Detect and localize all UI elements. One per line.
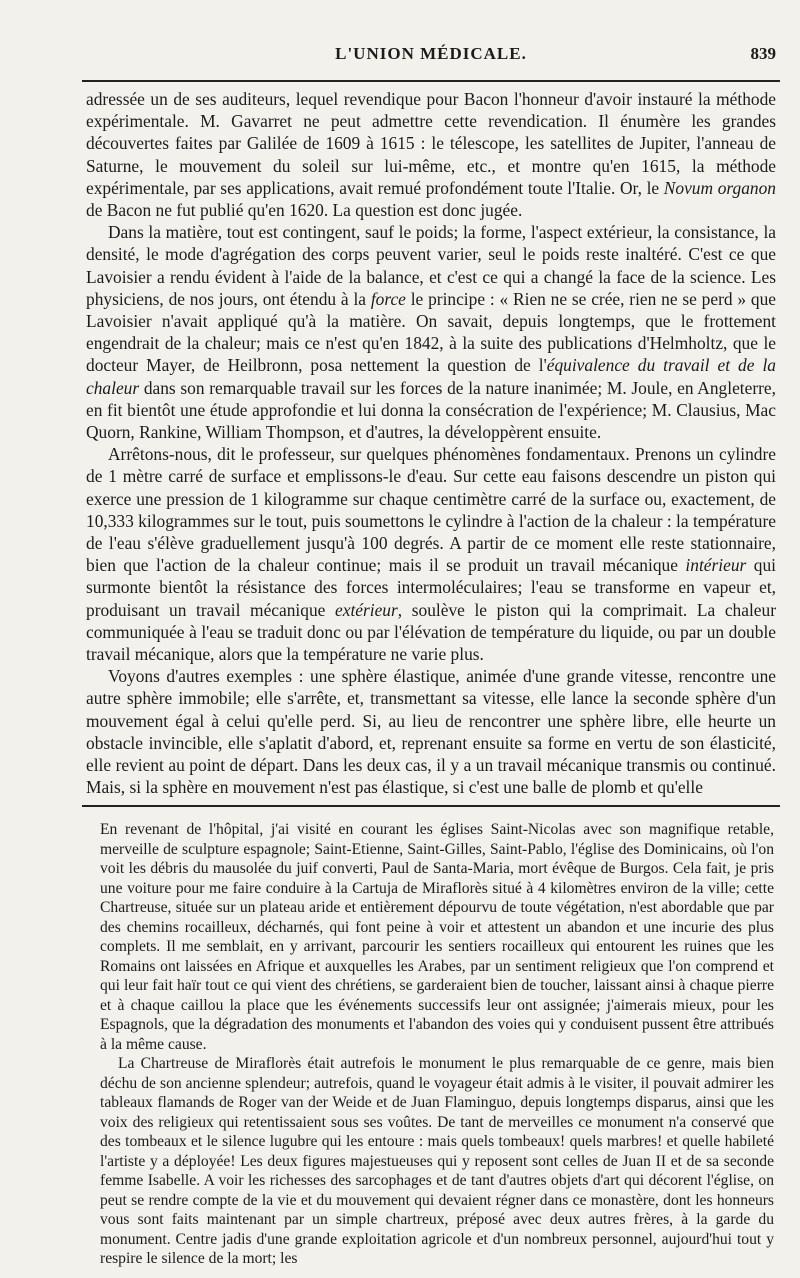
feuilleton-text: [100, 820, 774, 1269]
paragraph: Voyons d'autres exemples : une sphère élastique, animée d'une grande vitesse, rencontre une autre sphère immobile; elle s'arrête, et, transmettant sa vitesse, elle lance la seconde sphère d'un mouvement égal à celui qu'elle perd. Si, au lieu de rencontrer une sphère libre, elle heurte un obstacle invincible, elle s'aplatit d'abord, et, reprenant ensuite sa forme en vertu de son élasticité, elle revient au point de départ. Dans les deux cas, il y a un travail mécanique transmis ou continué. Mais, si la sphère en mouvement n'est pas élastique, si c'est une balle de plomb et qu'elle: [86, 666, 776, 798]
running-title: L'UNION MÉDICALE.: [335, 44, 527, 63]
page-header: [82, 44, 780, 70]
paragraph: En revenant de l'hôpital, j'ai visité en courant les églises Saint-Nicolas avec son magnifique retable, merveille de sculpture espagnole; Saint-Etienne, Saint-Gilles, Saint-Pablo, l'église des Dominicains, où l'on voit les débris du mausolée du juif converti, Paul de Santa-Maria, mort évêque de Burgos. Cela fait, je pris une voiture pour me faire conduire à la Cartuja de Miraflorès situé à 4 kilomètres environ de la ville; cette Chartreuse, située sur un plateau aride et entièrement dépourvu de toute végétation, n'est abordable que par des chemins rocailleux, décharnés, qui font peine à voir et attestent un abandon et une incurie des plus complets. Il me semblait, en y arrivant, parcourir les sentiers rocailleux qui entourent les ruines que les Romains ont laissées en Afrique et auxquelles les Arabes, par un sentiment religieux que l'on comprend et qui leur fait haïr tout ce qui vient des chrétiens, se garderaient bien de toucher, laissant ainsi à chaque pierre et à chaque caillou la place que les événements successifs leur ont assignée; j'aimerais mieux, pour les Espagnols, que la dégradation des monuments et l'abandon des voies qui y conduisent pussent être attribués à la même cause.: [100, 821, 774, 1053]
main-text: [86, 88, 776, 799]
paragraph: La Chartreuse de Miraflorès était autrefois le monument le plus remarquable de ce genre, mais bien déchu de son ancienne splendeur; autrefois, quand le voyageur était admis à le visiter, il pouvait admirer les tableaux flamands de Roger van der Weide et de Juan Flaminguo, depuis longtemps disparus, ainsi que les voix des religieux qui retentissaient sous ses voûtes. De tant de merveilles ce monument n'a conservé que des tombeaux et le silence lugubre qui les entoure : mais quels tombeaux! quels marbres! et quelle habileté l'artiste y a déployée! Les deux figures majestueuses qui y reposent sont celles de Juan II et de sa seconde femme Isabelle. A voir les richesses des sarcophages et de tant d'autres objets d'art qui décorent l'église, on peut se rendre compte de la vie et du mouvement qui devaient régner dans ce monastère, dont les honneurs vous sont faits maintenant par un simple chartreux, préposé avec deux autres frères, à la garde du monument. Centre jadis d'une grande exploitation agricole et d'un nombreux personnel, aujourd'hui tout y respire le silence de la mort; les: [100, 1055, 774, 1267]
feuilleton-rule: [82, 805, 780, 807]
paragraph: Arrêtons-nous, dit le professeur, sur quelques phénomènes fondamentaux. Prenons un cylindre de 1 mètre carré de surface et emplissons-le d'eau. Sur cette eau faisons descendre un piston qui exerce une pression de 1 kilogramme sur chaque centimètre carré de la surface ou, exactement, de 10,333 kilogrammes sur le tout, puis soumettons le cylindre à l'action de la chaleur : la température de l'eau s'élève graduellement jusqu'à 100 degrés. A partir de ce moment elle reste stationnaire, bien que l'action de la chaleur continue; mais il se produit un travail mécanique intérieur qui surmonte bientôt la résistance des forces intermoléculaires; l'eau se transforme en vapeur et, produisant un travail mécanique extérieur, soulève le piston qui la comprimait. La chaleur communiquée à l'eau se traduit donc ou par l'élévation de température du liquide, ou par un double travail mécanique, alors que la température ne varie plus.: [86, 444, 776, 665]
book-title: Novum organon: [663, 177, 776, 198]
paragraph: Dans la matière, tout est contingent, sauf le poids; la forme, l'aspect extérieur, la consistance, la densité, le mode d'agrégation des corps peuvent varier, seul le poids reste inaltéré. C'est ce que Lavoisier a rendu évident à l'aide de la balance, et c'est ce qui a changé la face de la science. Les physiciens, de nos jours, ont étendu à la force le principe : « Rien ne se crée, rien ne se perd » que Lavoisier n'avait appliqué qu'à la matière. On savait, depuis longtemps, que le frottement engendrait de la chaleur; mais ce n'est qu'en 1842, à la suite des publications d'Helmholtz, que le docteur Mayer, de Heilbronn, posa nettement la question de l'équivalence du travail et de la chaleur dans son remarquable travail sur les forces de la nature inanimée; M. Joule, en Angleterre, en fit bientôt une étude approfondie et lui donna la consécration de l'expérience; M. Clausius, Mac Quorn, Rankine, William Thompson, et d'autres, la développèrent ensuite.: [86, 222, 776, 443]
header-rule: [82, 80, 780, 82]
paragraph: adressée un de ses auditeurs, lequel revendique pour Bacon l'honneur d'avoir instauré la méthode expérimentale. M. Gavarret ne peut admettre cette revendication. Il énumère les grandes découvertes faites par Galilée de 1609 à 1615 : le télescope, les satellites de Jupiter, l'anneau de Saturne, le mouvement du soleil sur lui-même, etc., et montre qu'en 1615, la méthode expérimentale, par ses applications, avait remué profondément toute l'Italie. Or, le Novum organon de Bacon ne fut publié qu'en 1620. La question est donc jugée.: [86, 89, 776, 221]
page-number: 839: [750, 44, 776, 63]
